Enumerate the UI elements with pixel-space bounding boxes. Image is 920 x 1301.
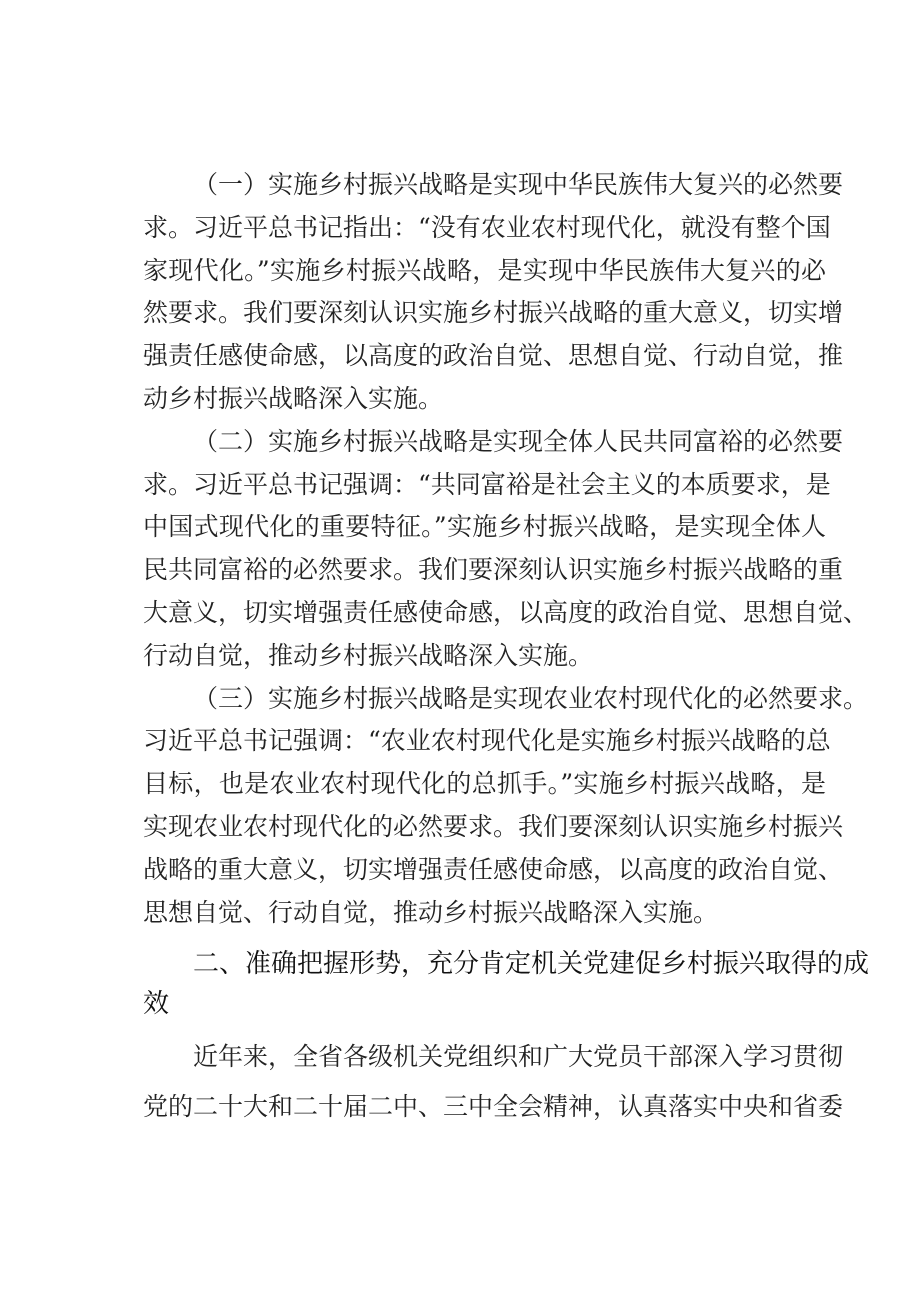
paragraph-3	[143, 678, 869, 935]
text-line: 习近平总书记强调：“农业农村现代化是实施乡村振兴战略的总	[143, 726, 831, 756]
text-line: 行动自觉，推动乡村振兴战略深入实施。	[143, 640, 594, 670]
text-line: 求。习近平总书记强调：“共同富裕是社会主义的本质要求，是	[143, 469, 831, 499]
text-line: 大意义，切实增强责任感使命感，以高度的政治自觉、思想自觉、	[143, 597, 869, 627]
text-line: 思想自觉、行动自觉，推动乡村振兴战略深入实施。	[143, 897, 719, 927]
text-line: （三）实施乡村振兴战略是实现农业农村现代化的必然要求。	[193, 683, 869, 713]
heading-line: 二、准确把握形势，充分肯定机关党建促乡村振兴取得的成	[193, 949, 870, 980]
paragraph-1	[143, 164, 844, 421]
text-line: 求。习近平总书记指出：“没有农业农村现代化，就没有整个国	[143, 212, 831, 242]
text-line: 然要求。我们要深刻认识实施乡村振兴战略的重大意义，切实增	[143, 298, 844, 328]
text-line: 近年来，全省各级机关党组织和广大党员干部深入学习贯彻	[193, 1042, 844, 1072]
text-line: 实现农业农村现代化的必然要求。我们要深刻认识实施乡村振兴	[143, 811, 844, 841]
text-line: 党的二十大和二十届二中、三中全会精神，认真落实中央和省委	[143, 1092, 844, 1122]
text-line: 民共同富裕的必然要求。我们要深刻认识实施乡村振兴战略的重	[143, 555, 844, 585]
text-line: 战略的重大意义，切实增强责任感使命感，以高度的政治自觉、	[143, 854, 844, 884]
text-line: 家现代化。”实施乡村振兴战略，是实现中华民族伟大复兴的必	[143, 255, 826, 285]
text-line: （一）实施乡村振兴战略是实现中华民族伟大复兴的必然要	[193, 170, 844, 199]
document-page	[143, 164, 870, 1132]
text-line: 目标，也是农业农村现代化的总抓手。”实施乡村振兴战略，是	[143, 769, 826, 799]
paragraph-2	[143, 421, 869, 678]
text-line: 中国式现代化的重要特征。”实施乡村振兴战略，是实现全体人	[143, 512, 826, 542]
heading-line: 效	[143, 989, 170, 1020]
section-heading	[143, 944, 870, 1024]
text-line: （二）实施乡村振兴战略是实现全体人民共同富裕的必然要	[193, 426, 844, 456]
text-line: 动乡村振兴战略深入实施。	[143, 383, 444, 413]
paragraph-4	[143, 1032, 844, 1132]
text-line: 强责任感使命感，以高度的政治自觉、思想自觉、行动自觉，推	[143, 341, 844, 371]
